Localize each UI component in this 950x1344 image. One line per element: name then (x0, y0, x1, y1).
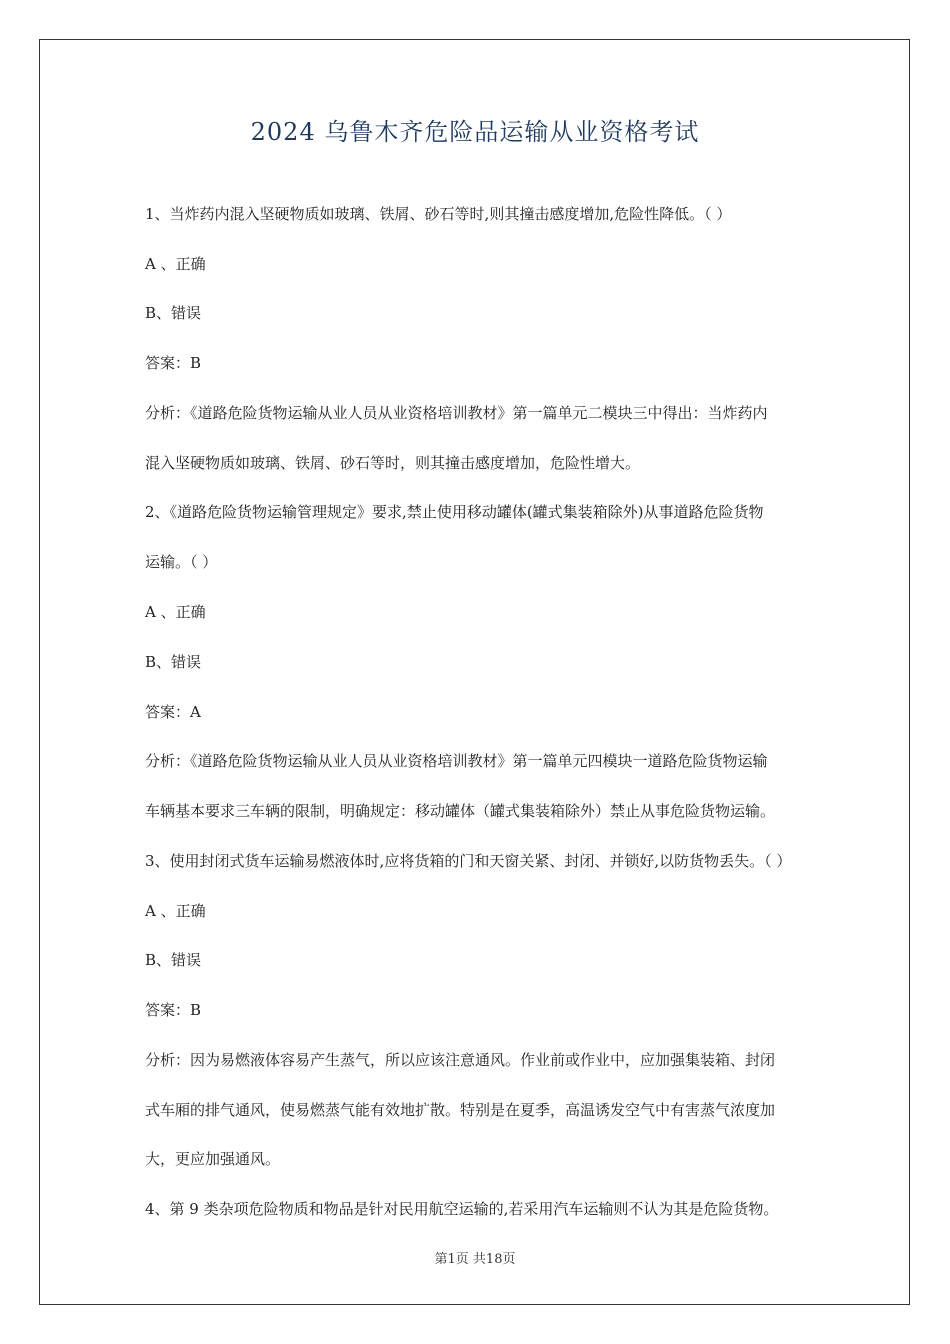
question-1-answer: 答案：B (145, 354, 202, 372)
document-title: 2024 乌鲁木齐危险品运输从业资格考试 (250, 118, 700, 146)
question-1-analysis-line-1: 分析：《道路危险货物运输从业人员从业资格培训教材》第一篇单元二模块三中得出：当炸药内 (145, 404, 768, 422)
question-1-option-a: A 、正确 (145, 255, 206, 273)
question-3-analysis-line-1: 分析：因为易燃液体容易产生蒸气，所以应该注意通风。作业前或作业中，应加强集装箱、封闭 (145, 1051, 776, 1069)
question-3-option-b: B、错误 (145, 951, 202, 969)
question-2-analysis-line-1: 分析：《道路危险货物运输从业人员从业资格培训教材》第一篇单元四模块一道路危险货物运输 (145, 752, 768, 770)
question-4-text: 4、第 9 类杂项危险物质和物品是针对民用航空运输的,若采用汽车运输则不认为其是危险货物。 (145, 1200, 779, 1218)
page-number-footer: 第1页 共18页 (434, 1252, 516, 1267)
question-3-option-a: A 、正确 (145, 902, 206, 920)
question-1-option-b: B、错误 (145, 304, 202, 322)
question-3-analysis-line-3: 大，更应加强通风。 (145, 1150, 281, 1168)
question-1-analysis-line-2: 混入坚硬物质如玻璃、铁屑、砂石等时，则其撞击感度增加，危险性增大。 (145, 454, 641, 472)
question-2-option-b: B、错误 (145, 653, 202, 671)
question-3-analysis-line-2: 式车厢的排气通风，使易燃蒸气能有效地扩散。特别是在夏季，高温诱发空气中有害蒸气浓度加 (145, 1101, 776, 1119)
question-1-text: 1、当炸药内混入坚硬物质如玻璃、铁屑、砂石等时,则其撞击感度增加,危险性降低。（ ） (145, 205, 732, 223)
question-2-analysis-line-2: 车辆基本要求三车辆的限制，明确规定：移动罐体（罐式集装箱除外）禁止从事危险货物运输。 (145, 802, 776, 820)
question-3-text: 3、使用封闭式货车运输易燃液体时,应将货箱的门和天窗关紧、封闭、并锁好,以防货物丢失。（ ） (145, 852, 792, 870)
question-3-answer: 答案：B (145, 1001, 202, 1019)
question-2-text-line-1: 2、《道路危险货物运输管理规定》要求,禁止使用移动罐体(罐式集装箱除外)从事道路危险货物 (145, 503, 764, 521)
question-2-option-a: A 、正确 (145, 603, 206, 621)
question-2-text-line-2: 运输。（ ） (145, 553, 218, 571)
question-2-answer: 答案：A (145, 703, 201, 721)
